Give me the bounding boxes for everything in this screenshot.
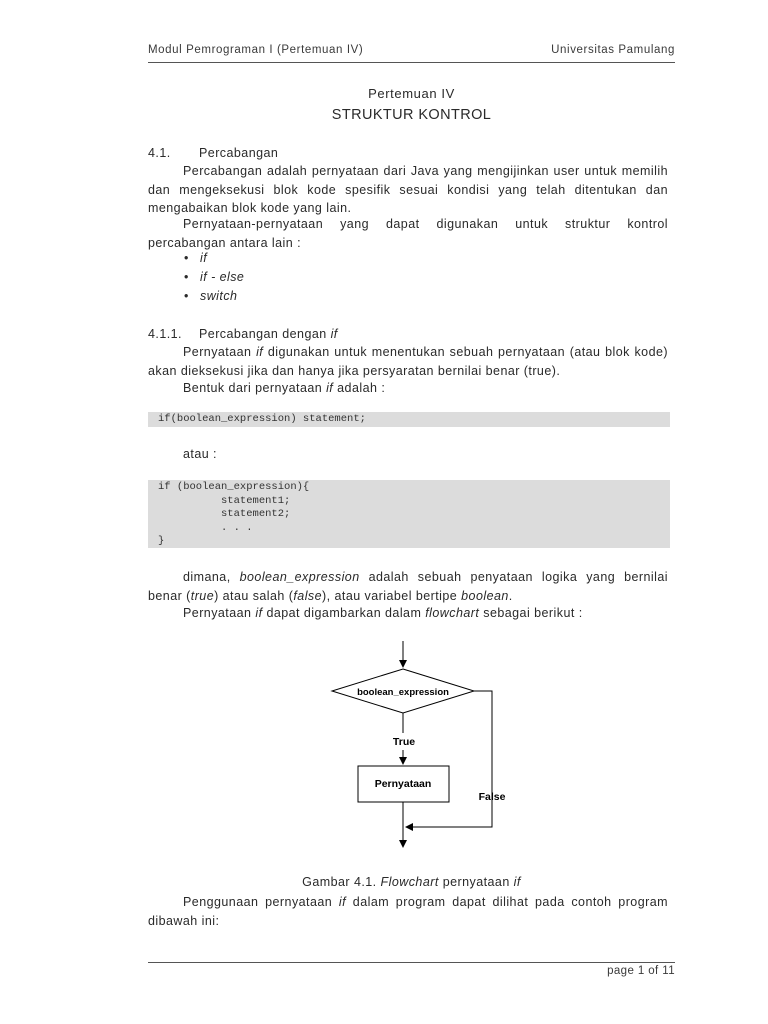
section-title: Percabangan bbox=[199, 146, 279, 160]
chapter-title: STRUKTUR KONTROL bbox=[331, 107, 492, 123]
section-title: Percabangan dengan bbox=[199, 327, 331, 341]
paragraph-flowchart-intro: Pernyataan if dapat digambarkan dalam flowchart sebagai berikut : bbox=[183, 606, 583, 620]
paragraph-example-intro: Penggunaan pernyataan if dalam program dapat dilihat pada contoh program dibawah ini: bbox=[148, 895, 668, 928]
code-block-single: if(boolean_expression) statement; bbox=[148, 412, 670, 427]
figure-caption: Gambar 4.1. Flowchart pernyataan if bbox=[302, 875, 521, 889]
section-number: 4.1.1. bbox=[148, 327, 182, 341]
paragraph-statements: Pernyataan-pernyataan yang dapat digunakan untuk struktur kontrol percabangan antara lain : bbox=[148, 217, 668, 250]
meeting-title: Pertemuan IV bbox=[368, 86, 455, 101]
atau-label: atau : bbox=[183, 447, 217, 461]
bullet-item: • if - else bbox=[184, 270, 244, 284]
bullet-item: • if bbox=[184, 251, 207, 265]
running-header-left: Modul Pemrograman I (Pertemuan IV) bbox=[148, 44, 364, 56]
false-branch-line bbox=[406, 691, 492, 827]
page-number: page 1 of 11 bbox=[607, 965, 675, 977]
section-number: 4.1. bbox=[148, 146, 171, 160]
paragraph-if-form: Bentuk dari pernyataan if adalah : bbox=[183, 381, 386, 395]
paragraph-if-definition: Pernyataan if digunakan untuk menentukan sebuah pernyataan (atau blok kode) akan dieksekusi jika dan hanya jika persyaratan bernilai benar (true). bbox=[148, 345, 668, 378]
keyword: if bbox=[330, 327, 338, 341]
bullet-item: • switch bbox=[184, 289, 237, 303]
true-label: True bbox=[392, 736, 416, 748]
code-block-multi: if (boolean_expression){ statement1; statement2; . . . } bbox=[148, 480, 670, 548]
paragraph-percabangan: Percabangan adalah pernyataan dari Java yang mengijinkan user untuk memilih dan mengeksekusi blok kode spesifik sesuai kondisi yang telah ditentukan dan mengabaikan blok kode yang lain. bbox=[148, 164, 668, 215]
decision-label: boolean_expression bbox=[357, 687, 449, 698]
false-label: False bbox=[478, 791, 506, 803]
footer-rule bbox=[148, 962, 675, 963]
process-label: Pernyataan bbox=[374, 778, 432, 790]
paragraph-boolean-expression: dimana, boolean_expression adalah sebuah penyataan logika yang bernilai benar (true) atau salah (false), atau variabel bertipe boolean. bbox=[148, 570, 669, 603]
running-header-right: Universitas Pamulang bbox=[551, 44, 675, 56]
